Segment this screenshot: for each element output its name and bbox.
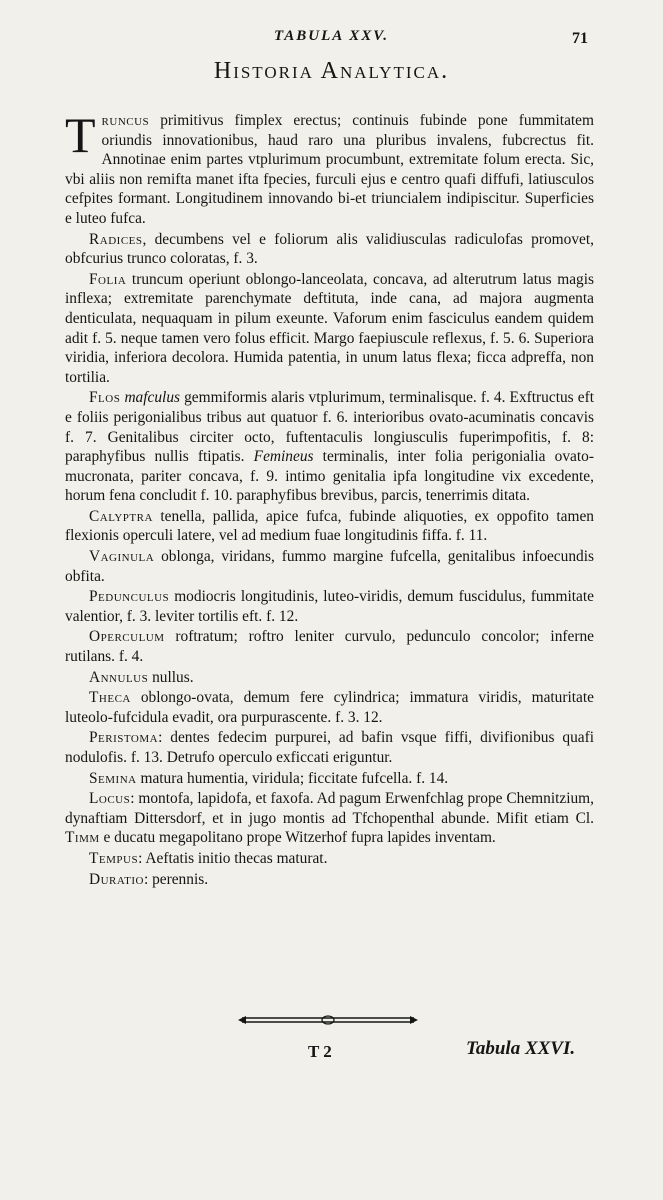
paragraph-text: oblonga, viridans, fummo margine fufcella, genitalibus infoecundis obfita. [65, 548, 594, 585]
paragraph-annulus [65, 668, 594, 688]
ornamental-rule [238, 1013, 418, 1027]
lead-word: Operculum [89, 628, 165, 646]
paragraph-text: e ducatu megapolitano prope Witzerhof fupra lapides inventam. [99, 829, 496, 847]
catchword: Tabula XXVI. [466, 1038, 576, 1059]
paragraph-text: : perennis. [143, 870, 209, 888]
lead-word: Theca [89, 689, 131, 707]
paragraph-text: primitivus fimplex erectus; continuis fubinde pone fummitatem oriundis innovationibus, haud raro una pluribus invalens, fubcrectus fit. Annotinae enim partes vtplurimum procumbunt, extremitate folum erecta. Sic, vbi aliis non remifta manet ifta fpecies, furculi ejus e centro quafi diffufi, latiusculos cefpites formant. Longitudinem innovando bi-et triuncialem indipiscitur. Superficies e luteo fufca. [65, 112, 594, 227]
paragraph-text: : montofa, lapidofa, et faxofa. Ad pagum Erwenfchlag prope Chemnitzium, dynaftiam Dittersdorf, et in jugo montis ad Tfchopenthal abunde. Mifit etiam Cl. [65, 790, 594, 827]
lead-word: Locus [89, 790, 131, 808]
paragraph-text: , decumbens vel e foliorum alis validiusculas radiculofas promovet, obfcurius trunco coloratas, f. 3. [65, 230, 594, 268]
lead-word: Tempus [89, 849, 139, 867]
drop-cap: T [65, 107, 96, 163]
lead-word: Semina [89, 769, 137, 787]
paragraph-locus [65, 789, 594, 848]
running-head: TABULA XXV. [273, 28, 390, 44]
paragraph-pedunculus [65, 587, 594, 626]
paragraph-text: modiocris longitudinis, luteo-viridis, demum fuscidulus, fummitate valentior, f. 3. leviter tortilis eft. f. 12. [65, 588, 594, 625]
paragraph-text: truncum operiunt oblongo-lanceolata, concava, ad alterutrum latus magis inflexa; extremitate parenchymate deftituta, inde cana, ad majora augmenta denticulata, nequaquam in pilum exeunte. Vaforum enim fasciculus eandem quidem adit f. 5. neque tamen vero folus efficit. Margo faepiuscule reflexus, f. 5. 6. Superiora viridia, inferiora decolora. Humida patentia, in unum latus flexa; ficca adpreffa, non tortilia. [65, 270, 594, 386]
paragraph-flos [65, 388, 594, 506]
paragraph-text: matura humentia, viridula; ficcitate fufcella. f. 14. [136, 769, 449, 787]
paragraph-operculum [65, 627, 594, 666]
lead-word: Vaginula [89, 548, 155, 566]
paragraph-folia [65, 270, 594, 388]
paragraph-peristoma [65, 728, 594, 767]
paragraph-duratio [65, 870, 594, 890]
section-title: Historia Analytica. [213, 58, 450, 84]
paragraph-radices [65, 230, 594, 269]
paragraph-text: roftratum; roftro leniter curvulo, pedunculo concolor; inferne rutilans. f. 4. [65, 628, 594, 666]
paragraph-tempus [65, 849, 594, 869]
paragraph-text: terminalis, inter folia perigonialia ovato-mucronata, pariter concava, f. 9. intimo genitalia ipfa longitudine vix excedente, horum fena concludit f. 10. paraphyfibus brevibus, parcis, tenerrimis ditata. [65, 448, 594, 505]
paragraph-calyptra [65, 507, 594, 546]
body-text [65, 107, 594, 890]
lead-word: Calyptra [89, 507, 153, 525]
italic-term: Femineus [253, 448, 314, 466]
paragraph-text: oblongo-ovata, demum fere cylindrica; immatura viridis, maturitate luteolo-fufcidula evadit, ora purpurascente. f. 3. 12. [65, 689, 594, 726]
paragraph-text: tenella, pallida, apice fufca, fubinde aliquoties, ex oppofito tamen flexionis operculi latere, vel ad medium fuae longitudinis fiffa. f. 11. [65, 507, 594, 545]
paragraph-text: : Aeftatis initio thecas maturat. [138, 849, 328, 867]
italic-term: mafculus [124, 389, 181, 407]
person-name: Timm [65, 829, 100, 847]
lead-word: Pedunculus [89, 588, 170, 606]
lead-word: Duratio [89, 870, 144, 888]
lead-word: Folia [89, 270, 127, 288]
paragraph-semina [65, 769, 594, 789]
lead-word: Radices [89, 230, 143, 248]
paragraph-vaginula [65, 547, 594, 586]
lead-word: Flos [89, 389, 121, 407]
paragraph-text: nullus. [148, 668, 194, 686]
paragraph-text: : dentes fedecim purpurei, ad bafin vsque fiffi, divifionibus quafi nodulofis. f. 13. Detrufo operculo exficcati eriguntur. [65, 729, 594, 766]
lead-word: Annulus [89, 668, 149, 686]
signature-mark: T 2 [308, 1042, 332, 1061]
paragraph-theca [65, 688, 594, 727]
lead-word: runcus [101, 112, 150, 129]
lead-word: Peristoma [89, 729, 159, 747]
paragraph-truncus [65, 107, 594, 229]
page-number: 71 [572, 30, 588, 47]
paragraph-text: gemmiformis alaris vtplurimum, terminalisque. f. 4. Exftructus eft e foliis perigonialibus tribus aut quatuor f. 6. interioribus ovato-acuminatis concavis f. 7. Genitalibus circiter octo, fuftentaculis longiusculis fuperimpofitis, f. 8: paraphyfibus nullis ftipatis. [65, 389, 594, 466]
